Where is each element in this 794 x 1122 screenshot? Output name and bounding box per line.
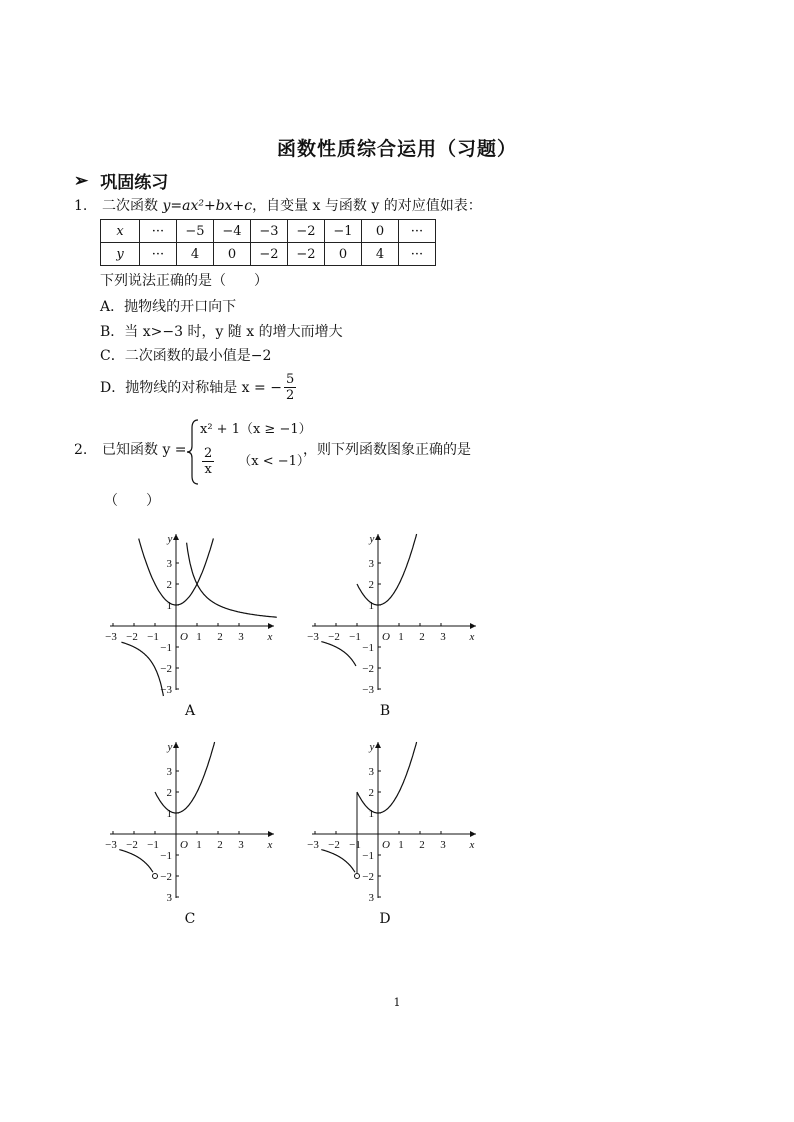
y-tick-label: 1 bbox=[368, 600, 374, 612]
y-tick-label: 2 bbox=[166, 579, 172, 591]
y-axis-arrow-icon bbox=[173, 742, 179, 748]
y-tick-label: −1 bbox=[362, 642, 374, 654]
question-2-number: 2. bbox=[74, 442, 88, 458]
table-cell: −2 bbox=[251, 243, 288, 266]
table-cell: ··· bbox=[399, 243, 436, 266]
origin-label: O bbox=[180, 631, 188, 643]
x-tick-label: −2 bbox=[328, 839, 340, 851]
y-tick-label: −2 bbox=[362, 663, 374, 675]
table-cell: 0 bbox=[214, 243, 251, 266]
y-tick-label: 3 bbox=[368, 766, 374, 778]
y-tick-label: 3 bbox=[368, 892, 374, 904]
hyperbola-branch-left bbox=[121, 642, 163, 696]
table-cell: x bbox=[101, 220, 140, 243]
x-tick-label: 3 bbox=[238, 631, 244, 643]
graph-a-label: A bbox=[184, 703, 196, 719]
question-1-stem: 1. 二次函数 y=ax²+bx+c，自变量 x 与函数 y 的对应值如表： bbox=[74, 198, 482, 214]
graph-c bbox=[104, 736, 284, 906]
y-axis-arrow-icon bbox=[375, 742, 381, 748]
x-axis-arrow-icon bbox=[268, 623, 274, 629]
x-tick-label: 1 bbox=[398, 839, 404, 851]
x-axis-label: x bbox=[469, 631, 475, 643]
parabola-curve bbox=[357, 742, 417, 813]
x-tick-label: 1 bbox=[196, 631, 202, 643]
table-cell: ··· bbox=[140, 243, 177, 266]
y-tick-label: −2 bbox=[160, 871, 172, 883]
x-tick-label: −1 bbox=[147, 839, 159, 851]
table-row bbox=[101, 220, 436, 243]
graph-d-label: D bbox=[379, 911, 391, 927]
table-cell: 4 bbox=[177, 243, 214, 266]
y-tick-label: −2 bbox=[160, 663, 172, 675]
y-tick-label: −1 bbox=[362, 850, 374, 862]
table-cell: 0 bbox=[362, 220, 399, 243]
y-axis-arrow-icon bbox=[173, 534, 179, 540]
page-number: 1 bbox=[393, 996, 401, 1009]
x-tick-label: −1 bbox=[349, 839, 361, 851]
y-tick-label: −1 bbox=[160, 850, 172, 862]
open-endpoint-icon bbox=[153, 874, 158, 879]
x-tick-label: 2 bbox=[217, 631, 223, 643]
x-tick-label: 1 bbox=[398, 631, 404, 643]
x-axis-label: x bbox=[267, 839, 273, 851]
option-b: B．当 x>−3 时，y 随 x 的增大而增大 bbox=[100, 324, 343, 340]
y-axis-label: y bbox=[167, 741, 173, 753]
graph-c-label: C bbox=[184, 911, 196, 927]
x-tick-label: −3 bbox=[307, 631, 319, 643]
x-axis-label: x bbox=[267, 631, 273, 643]
y-tick-label: 2 bbox=[166, 787, 172, 799]
option-a: A．抛物线的开口向下 bbox=[100, 299, 237, 315]
y-tick-label: 2 bbox=[368, 787, 374, 799]
open-endpoint-icon bbox=[355, 874, 360, 879]
x-axis-arrow-icon bbox=[470, 623, 476, 629]
x-axis-label: x bbox=[469, 839, 475, 851]
y-tick-label: 3 bbox=[166, 892, 172, 904]
graph-b bbox=[306, 528, 486, 698]
y-axis-label: y bbox=[369, 741, 375, 753]
table-cell: ··· bbox=[140, 220, 177, 243]
section-heading bbox=[74, 168, 168, 193]
hyperbola-branch-left bbox=[119, 850, 153, 873]
x-tick-label: 3 bbox=[238, 839, 244, 851]
piecewise-case-2: $\frac{2}{x}$ （x < −1） bbox=[204, 446, 310, 477]
x-tick-label: 3 bbox=[440, 631, 446, 643]
value-table bbox=[100, 219, 436, 266]
piecewise-brace bbox=[186, 418, 200, 486]
table-row bbox=[101, 243, 436, 266]
y-tick-label: 1 bbox=[166, 808, 172, 820]
y-tick-label: −1 bbox=[160, 642, 172, 654]
question-2-stem-post: ，则下列函数图象正确的是 bbox=[303, 442, 471, 458]
table-cell: 0 bbox=[325, 243, 362, 266]
y-tick-label: −3 bbox=[362, 684, 374, 696]
table-cell: 4 bbox=[362, 243, 399, 266]
table-cell: −3 bbox=[251, 220, 288, 243]
table-cell: −4 bbox=[214, 220, 251, 243]
table-cell: ··· bbox=[399, 220, 436, 243]
y-axis-arrow-icon bbox=[375, 534, 381, 540]
x-tick-label: −2 bbox=[126, 839, 138, 851]
y-tick-label: 2 bbox=[368, 579, 374, 591]
origin-label: O bbox=[180, 839, 188, 851]
y-axis-label: y bbox=[369, 533, 375, 545]
x-tick-label: 3 bbox=[440, 839, 446, 851]
x-tick-label: −2 bbox=[328, 631, 340, 643]
hyperbola-branch-right bbox=[187, 543, 277, 618]
graph-b-label: B bbox=[379, 703, 391, 719]
question-1-prompt: 下列说法正确的是（ ） bbox=[100, 273, 268, 289]
x-tick-label: −3 bbox=[105, 631, 117, 643]
question-2-stem-pre: 已知函数 y = bbox=[102, 442, 187, 458]
graph-a bbox=[104, 528, 284, 698]
y-tick-label: 1 bbox=[368, 808, 374, 820]
x-tick-label: 2 bbox=[419, 839, 425, 851]
y-tick-label: 1 bbox=[166, 600, 172, 612]
table-cell: −1 bbox=[325, 220, 362, 243]
option-c: C．二次函数的最小值是−2 bbox=[100, 348, 272, 364]
parabola-curve bbox=[155, 742, 215, 813]
option-d-fraction: $\frac{5}{2}$ bbox=[285, 372, 295, 403]
x-tick-label: 1 bbox=[196, 839, 202, 851]
y-tick-label: −2 bbox=[362, 871, 374, 883]
piecewise-case-1: x² + 1（x ≥ −1） bbox=[200, 422, 312, 437]
x-axis-arrow-icon bbox=[470, 831, 476, 837]
table-cell: −2 bbox=[288, 243, 325, 266]
parabola-curve bbox=[357, 534, 417, 605]
y-tick-label: 3 bbox=[166, 766, 172, 778]
y-axis-label: y bbox=[167, 533, 173, 545]
table-cell: −5 bbox=[177, 220, 214, 243]
x-axis-arrow-icon bbox=[268, 831, 274, 837]
graph-d bbox=[306, 736, 486, 906]
question-1-number: 1. bbox=[74, 198, 88, 214]
table-cell: y bbox=[101, 243, 140, 266]
hyperbola-branch-left bbox=[321, 642, 356, 666]
x-tick-label: −2 bbox=[126, 631, 138, 643]
y-tick-label: 3 bbox=[368, 558, 374, 570]
quadratic-formula: y=ax²+bx+c bbox=[162, 198, 253, 214]
x-tick-label: −1 bbox=[349, 631, 361, 643]
section-title: 巩固练习 bbox=[100, 173, 169, 193]
x-tick-label: −3 bbox=[105, 839, 117, 851]
origin-label: O bbox=[382, 839, 390, 851]
page-title: 函数性质综合运用（习题） bbox=[276, 138, 517, 160]
origin-label: O bbox=[382, 631, 390, 643]
arrow-bullet-icon: ➢ bbox=[74, 170, 89, 191]
hyperbola-branch-left bbox=[321, 850, 355, 873]
x-tick-label: 2 bbox=[419, 631, 425, 643]
y-tick-label: 3 bbox=[166, 558, 172, 570]
x-tick-label: 2 bbox=[217, 839, 223, 851]
option-d: D．抛物线的对称轴是 x = − $\frac{5}{2}$ bbox=[100, 372, 295, 403]
x-tick-label: −3 bbox=[307, 839, 319, 851]
y-tick-label: −3 bbox=[160, 684, 172, 696]
answer-blank: （ ） bbox=[104, 493, 160, 509]
x-tick-label: −1 bbox=[147, 631, 159, 643]
table-cell: −2 bbox=[288, 220, 325, 243]
